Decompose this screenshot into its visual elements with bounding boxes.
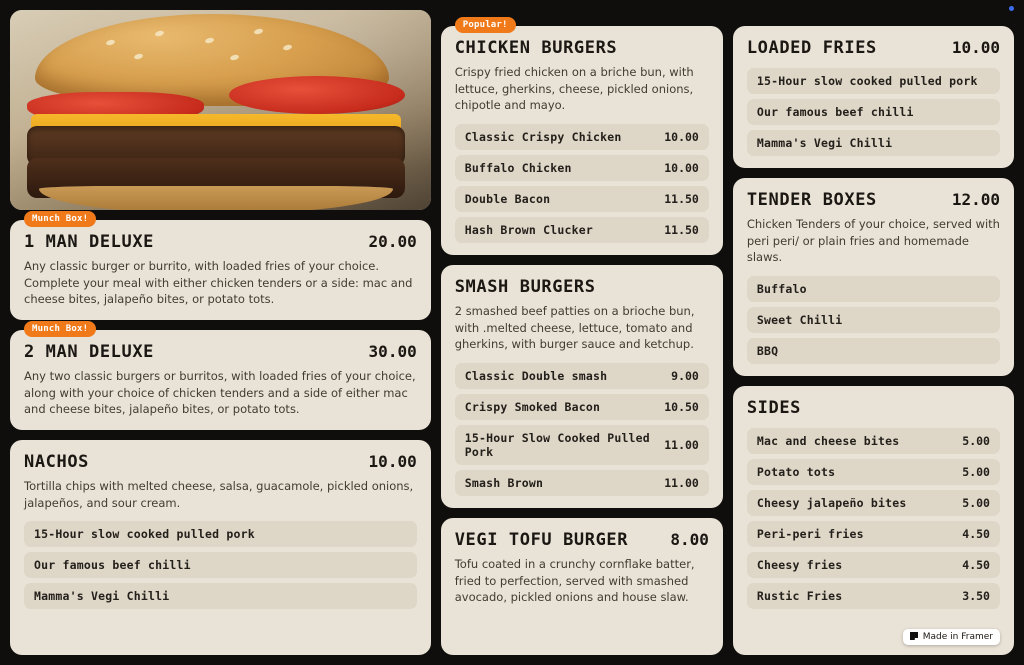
- made-in-framer-badge[interactable]: [903, 629, 1000, 645]
- option-price: 5.00: [962, 465, 990, 480]
- option-label: Peri-peri fries: [756, 527, 864, 542]
- list-item[interactable]: [747, 428, 1000, 454]
- option-price: 9.00: [671, 369, 699, 384]
- list-item[interactable]: [24, 583, 417, 609]
- option-label: Mac and cheese bites: [756, 434, 900, 449]
- option-label: Buffalo Chicken: [464, 161, 572, 176]
- card-price: 10.00: [368, 452, 417, 472]
- column-left: [10, 10, 431, 655]
- card-header: [455, 277, 709, 297]
- option-label: Hash Brown Clucker: [464, 223, 593, 238]
- list-item[interactable]: [747, 490, 1000, 516]
- menu-card-tender-boxes: [733, 178, 1014, 376]
- card-description: Tofu coated in a crunchy cornflake batter, fried to perfection, served with smashed avocado, pickled onions and house slaw.: [454, 557, 695, 605]
- card-header: [455, 530, 709, 550]
- list-item[interactable]: [747, 338, 1000, 364]
- card-title: LOADED FRIES: [746, 38, 877, 58]
- card-header: [24, 342, 417, 362]
- bun-bottom-icon: [39, 186, 392, 210]
- card-price: 12.00: [951, 190, 1000, 209]
- option-label: Double Bacon: [464, 192, 551, 207]
- card-header: [24, 452, 417, 472]
- card-header: [24, 232, 417, 252]
- burger-photo: [10, 10, 431, 210]
- option-price: 10.00: [664, 161, 699, 176]
- badge-munch-box: Munch Box!: [24, 321, 96, 337]
- framer-logo-icon: [910, 632, 918, 642]
- list-item[interactable]: [747, 130, 1000, 156]
- option-price: 10.50: [664, 400, 699, 415]
- list-item[interactable]: [747, 552, 1000, 578]
- column-right: [733, 10, 1014, 655]
- option-label: Crispy Smoked Bacon: [464, 400, 601, 415]
- list-item[interactable]: [747, 99, 1000, 125]
- card-description: 2 smashed beef patties on a brioche bun, with .melted cheese, lettuce, tomato and gherkins, with burger sauce and ketchup.: [454, 304, 695, 352]
- card-title: SIDES: [746, 398, 802, 419]
- option-list: [747, 68, 1000, 156]
- burger-illustration: [10, 10, 431, 210]
- list-item[interactable]: [455, 394, 709, 420]
- menu-card-smash-burgers: [441, 265, 723, 508]
- made-in-framer-label: Made in Framer: [922, 632, 993, 642]
- card-header: [747, 190, 1000, 210]
- list-item[interactable]: [747, 68, 1000, 94]
- card-price: 8.00: [670, 530, 709, 550]
- list-item[interactable]: [24, 552, 417, 578]
- option-list: [747, 428, 1000, 609]
- option-price: 11.50: [664, 223, 699, 238]
- card-header: [747, 398, 1000, 418]
- card-price: 20.00: [368, 232, 417, 251]
- option-label: BBQ: [756, 344, 779, 359]
- menu-card-chicken-burgers: [441, 20, 723, 255]
- list-item[interactable]: [747, 459, 1000, 485]
- option-price: 11.00: [664, 476, 699, 491]
- option-price: 4.50: [962, 527, 990, 542]
- option-price: 5.00: [962, 434, 990, 449]
- card-price: 30.00: [368, 342, 417, 362]
- card-title: 2 MAN DELUXE: [24, 342, 155, 363]
- badge-popular: Popular!: [455, 17, 516, 33]
- menu-card-vegi-tofu-burger: [441, 518, 723, 655]
- option-price: 11.00: [664, 438, 699, 453]
- list-item[interactable]: [455, 217, 709, 243]
- option-label: Our famous beef chilli: [34, 558, 191, 573]
- option-label: Classic Double smash: [464, 369, 608, 384]
- option-price: 10.00: [664, 130, 699, 145]
- option-list: [747, 276, 1000, 364]
- card-header: [747, 38, 1000, 58]
- card-title: VEGI TOFU BURGER: [454, 530, 629, 551]
- list-item[interactable]: [747, 276, 1000, 302]
- menu-card-2-man-deluxe: [10, 324, 431, 430]
- option-label: Potato tots: [756, 465, 836, 480]
- option-list: [455, 363, 709, 496]
- list-item[interactable]: [455, 470, 709, 496]
- list-item[interactable]: [455, 186, 709, 212]
- badge-munch-box: Munch Box!: [24, 211, 96, 227]
- card-description: Crispy fried chicken on a briche bun, with lettuce, gherkins, cheese, pickled onions, chipotle and mayo.: [454, 65, 694, 113]
- option-label: 15-Hour Slow Cooked Pulled Pork: [464, 431, 650, 460]
- option-price: 5.00: [962, 496, 990, 511]
- card-description: Any classic burger or burrito, with loaded fries of your choice. Complete your meal with either chicken tenders or a side: mac and cheese bites, jalapeño bites, or potato tots.: [24, 259, 413, 307]
- option-label: 15-Hour slow cooked pulled pork: [34, 527, 255, 542]
- list-item[interactable]: [455, 363, 709, 389]
- list-item[interactable]: [747, 583, 1000, 609]
- option-label: Classic Crispy Chicken: [464, 130, 622, 145]
- menu-card-nachos: [10, 440, 431, 655]
- option-label: 15-Hour slow cooked pulled pork: [756, 74, 978, 88]
- option-label: Our famous beef chilli: [756, 105, 914, 119]
- status-dot: [1009, 6, 1014, 11]
- option-list: [24, 521, 417, 609]
- tomato-slice-icon: [229, 76, 406, 114]
- option-price: 11.50: [664, 192, 699, 207]
- card-header: [455, 38, 709, 58]
- option-label: Smash Brown: [464, 476, 544, 491]
- card-description: Chicken Tenders of your choice, served with peri peri/ or plain fries and homemade slaws.: [746, 217, 1000, 265]
- menu-card-1-man-deluxe: [10, 214, 431, 320]
- option-label: Sweet Chilli: [756, 313, 843, 328]
- card-description: Tortilla chips with melted cheese, salsa, guacamole, pickled onions, jalapeños, and sour cream.: [24, 479, 414, 510]
- option-list: [455, 124, 709, 243]
- card-title: NACHOS: [24, 452, 90, 473]
- list-item[interactable]: [747, 307, 1000, 333]
- menu-card-sides: [733, 386, 1014, 655]
- list-item[interactable]: [24, 521, 417, 547]
- option-label: Mamma's Vegi Chilli: [756, 136, 893, 150]
- column-middle: [441, 10, 723, 655]
- option-price: 3.50: [962, 589, 990, 604]
- card-title: SMASH BURGERS: [454, 277, 596, 298]
- list-item[interactable]: [455, 155, 709, 181]
- card-title: CHICKEN BURGERS: [454, 38, 618, 58]
- list-item[interactable]: [455, 425, 709, 465]
- option-label: Rustic Fries: [756, 589, 843, 604]
- list-item[interactable]: [747, 521, 1000, 547]
- option-price: 4.50: [962, 558, 990, 573]
- card-description: Any two classic burgers or burritos, with loaded fries of your choice, along with your choice of chicken tenders and a side of either mac and cheese bites, jalapeño bites, or potato tots.: [24, 369, 416, 417]
- option-label: Cheesy jalapeño bites: [756, 496, 907, 511]
- list-item[interactable]: [455, 124, 709, 150]
- menu-card-loaded-fries: [733, 26, 1014, 168]
- card-price: 10.00: [951, 38, 1000, 57]
- card-title: 1 MAN DELUXE: [24, 232, 155, 252]
- option-label: Cheesy fries: [756, 558, 843, 573]
- option-label: Mamma's Vegi Chilli: [34, 589, 170, 604]
- card-title: TENDER BOXES: [746, 190, 877, 210]
- option-label: Buffalo: [756, 282, 807, 297]
